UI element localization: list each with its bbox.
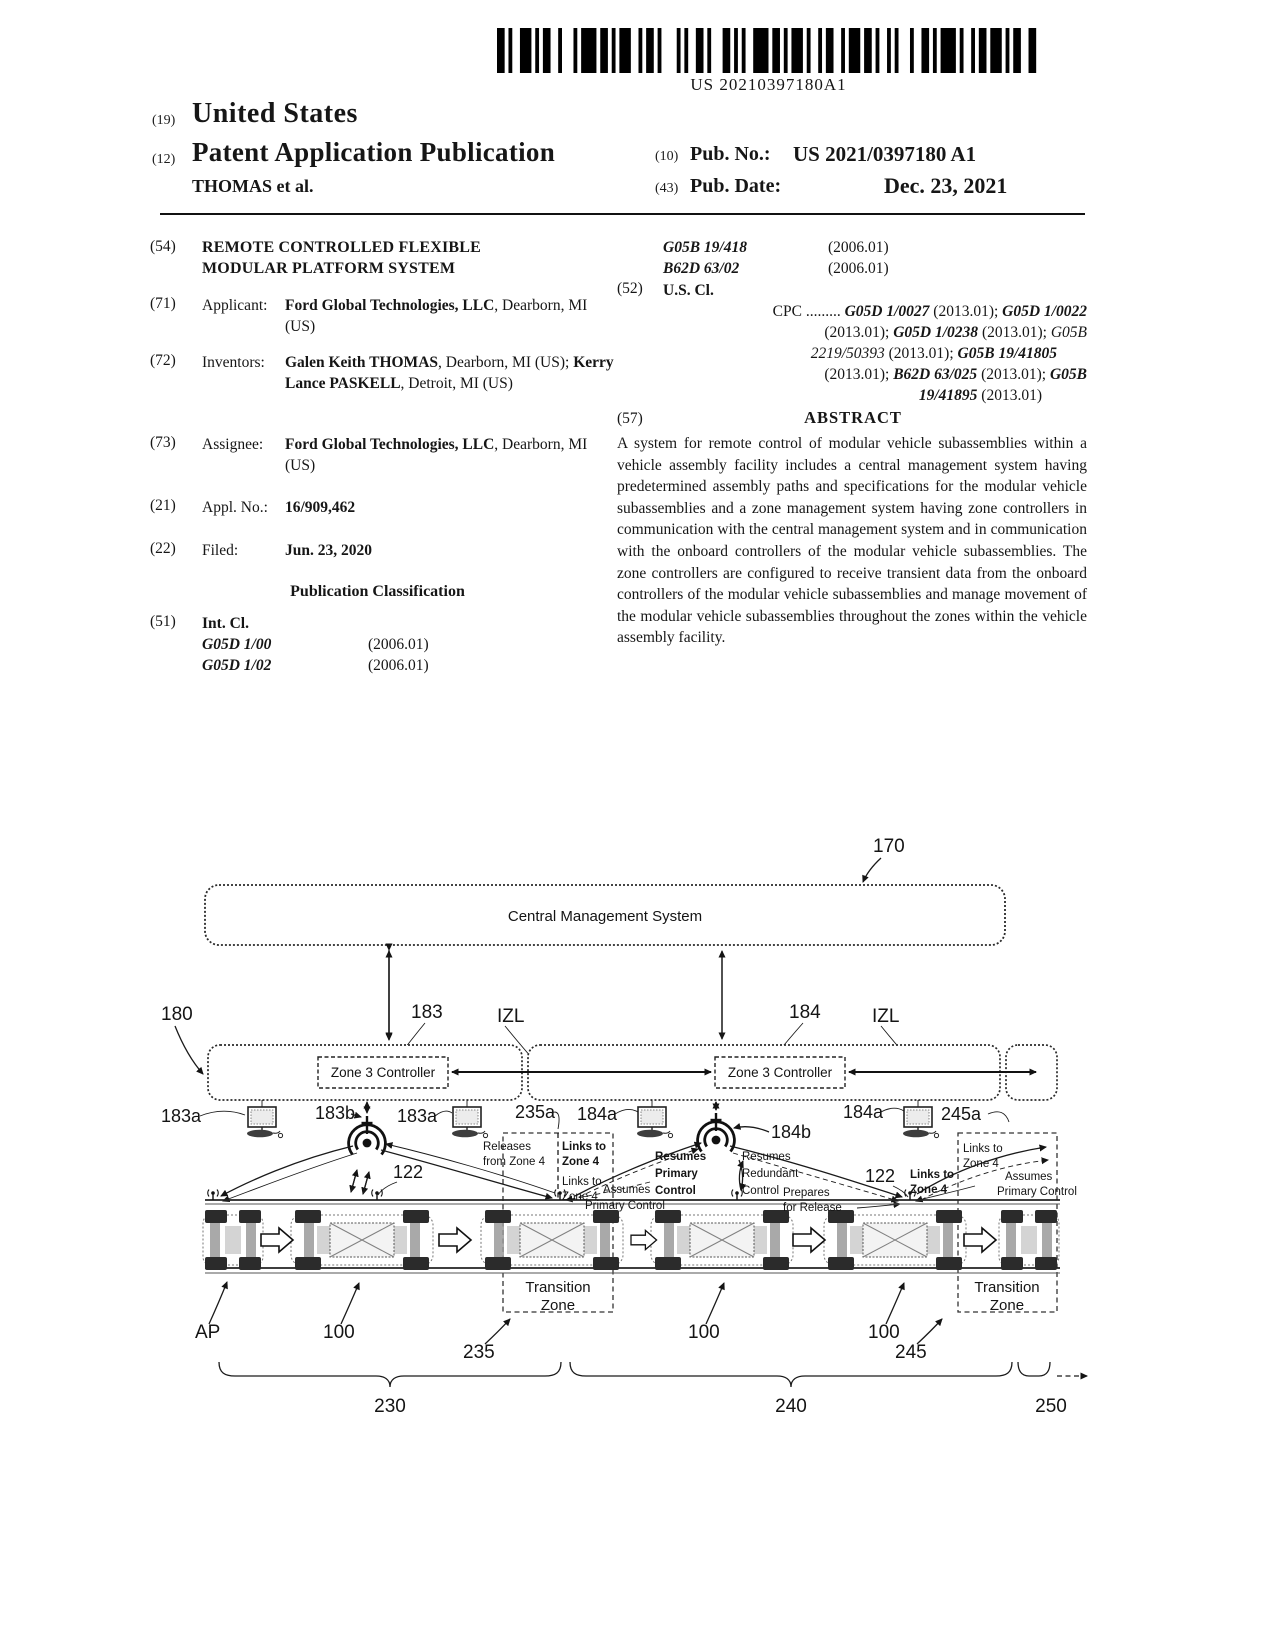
ref-122-2: 122: [865, 1166, 896, 1186]
ref-183b: 183b: [315, 1103, 356, 1123]
pub-no-value: US 2021/0397180 A1: [793, 142, 977, 166]
barcode-text: US 20210397180A1: [690, 75, 847, 94]
abstract-text: A system for remote control of modular vehicle subassemblies within a vehicle assembly facility includes a central management system having predetermined assembly paths and specifications for the modular vehicle subassemblies and a zone management system having zone controllers in communication with the central management system and in communication with the onboard controllers of the modular vehicle subassemblies. The zone controllers are configured to receive transient data from the onboard controllers of the modular vehicle subassemblies and manage movement of the modular vehicle subassemblies throughout the zones within the vehicle assembly facility.: [617, 435, 1087, 647]
pub-date-value: Dec. 23, 2021: [884, 173, 1008, 198]
ref-170: 170: [873, 836, 905, 857]
ref-240: 240: [775, 1396, 807, 1417]
abstract-heading: ABSTRACT: [804, 408, 902, 427]
pub-no-label: Pub. No.:: [690, 143, 771, 165]
zone-230-brace: [219, 1362, 561, 1387]
appl-no-num: (21): [150, 497, 176, 514]
inventors-value: Galen Keith THOMAS, Dearborn, MI (US); Kerry Lance PASKELL, Detroit, MI (US): [285, 354, 614, 392]
barcode: [497, 28, 1040, 73]
ref-184b: 184b: [771, 1122, 812, 1142]
pub-date-num: (43): [655, 181, 679, 196]
assignee-num: (73): [150, 434, 176, 451]
header-divider: [160, 213, 1085, 215]
inventors-num: (72): [150, 352, 176, 369]
zone3-controller-left-label: Zone 3 Controller: [330, 1065, 436, 1080]
ref-245: 245: [895, 1342, 927, 1363]
links-to-zone4-text: Links to: [562, 1176, 602, 1188]
links-to-zone4-text: Zone 4: [963, 1158, 999, 1170]
applicant-num: (71): [150, 295, 176, 312]
links-to-zone4-text: Zone 4: [562, 1191, 598, 1203]
filed-value: Jun. 23, 2020: [285, 542, 372, 559]
assumes-primary-control-text: Primary Control: [997, 1186, 1077, 1198]
publication-classification-heading: Publication Classification: [290, 583, 465, 600]
int-cl-version: (2006.01): [828, 239, 889, 256]
int-cl-code: G05D 1/02: [202, 657, 272, 674]
assumes-primary-control-text: Assumes: [603, 1184, 651, 1196]
resumes-primary-control-text: Resumes: [655, 1151, 707, 1163]
ref-184a-1: 184a: [577, 1104, 618, 1124]
appl-no-value: 16/909,462: [285, 499, 356, 516]
ref-250: 250: [1035, 1396, 1067, 1417]
central-management-system-label: Central Management System: [507, 908, 703, 925]
applicant-label: Applicant:: [202, 297, 268, 314]
ref-183a-1: 183a: [161, 1106, 202, 1126]
pub-date-label: Pub. Date:: [690, 175, 782, 197]
assignee-label: Assignee:: [202, 436, 264, 453]
transition-zone-label: Transition: [525, 1279, 591, 1296]
country-name: United States: [192, 98, 358, 129]
filed-num: (22): [150, 540, 176, 557]
cpc-line: 19/41895 (2013.01): [918, 387, 1042, 404]
ref-184a-2: 184a: [843, 1102, 884, 1122]
ref-245a: 245a: [941, 1104, 982, 1124]
int-cl-version: (2006.01): [368, 636, 429, 653]
country-code-num: (19): [152, 113, 176, 128]
ref-235: 235: [463, 1342, 495, 1363]
izl-label-1: IZL: [497, 1006, 525, 1027]
resumes-primary-control-text: Control: [655, 1185, 696, 1197]
transition-zone-label: Zone: [989, 1297, 1025, 1314]
figure-drawing: [145, 830, 1105, 1438]
abstract-num: (57): [617, 410, 643, 427]
ref-ap: AP: [195, 1322, 221, 1343]
ref-100-3: 100: [868, 1322, 900, 1343]
resumes-primary-control-text: Primary: [655, 1168, 698, 1180]
first-named-inventor: THOMAS et al.: [192, 176, 314, 196]
int-cl-code: G05D 1/00: [202, 636, 272, 653]
int-cl-code: G05B 19/418: [663, 239, 747, 256]
ref-184: 184: [789, 1002, 821, 1023]
transition-zone-label: Transition: [974, 1279, 1040, 1296]
invention-title: REMOTE CONTROLLED FLEXIBLE MODULAR PLATFORM SYSTEM: [202, 239, 482, 277]
title-num: (54): [150, 238, 176, 255]
zone-240-brace: [570, 1362, 1012, 1387]
kind-code-num: (12): [152, 152, 176, 167]
links-to-zone4-text: Links to: [963, 1143, 1003, 1155]
int-cl-version: (2006.01): [828, 260, 889, 277]
us-cl-label: U.S. Cl.: [663, 282, 714, 299]
releases-text: from Zone 4: [483, 1156, 545, 1168]
ref-230: 230: [374, 1396, 406, 1417]
int-cl-version: (2006.01): [368, 657, 429, 674]
inventors-label: Inventors:: [202, 354, 265, 371]
links-to-zone4-text: Zone 4: [562, 1156, 600, 1168]
ref-180: 180: [161, 1004, 193, 1025]
pub-no-num: (10): [655, 149, 679, 164]
filed-label: Filed:: [202, 542, 239, 559]
ref-183a-2: 183a: [397, 1106, 438, 1126]
ref-100-1: 100: [323, 1322, 355, 1343]
ref-100-2: 100: [688, 1322, 720, 1343]
links-to-zone4-text: Links to: [562, 1141, 607, 1153]
assumes-primary-control-text: Primary Control: [585, 1200, 665, 1212]
cpc-line: (2013.01); B62D 63/025 (2013.01); G05B: [824, 366, 1087, 383]
izl-label-2: IZL: [872, 1006, 900, 1027]
ref-235a: 235a: [515, 1102, 556, 1122]
links-to-zone4-text: Zone 4: [910, 1184, 948, 1196]
links-to-zone4-text: Links to: [910, 1169, 955, 1181]
int-cl-num: (51): [150, 613, 176, 630]
prepares-for-release-text: Prepares: [783, 1187, 830, 1199]
assumes-primary-control-text: Assumes: [1005, 1171, 1053, 1183]
applicant-value: Ford Global Technologies, LLC, Dearborn, MI (US): [285, 297, 588, 335]
cpc-line: (2013.01); G05D 1/0238 (2013.01); G05B: [824, 324, 1087, 341]
transition-zone-label: Zone: [540, 1297, 576, 1314]
resumes-redundant-control-text: Control: [742, 1185, 780, 1197]
cpc-line: 2219/50393 (2013.01); G05B 19/41805: [810, 345, 1057, 362]
resumes-redundant-control-text: Resumes: [742, 1151, 791, 1163]
cpc-line: CPC ......... G05D 1/0027 (2013.01); G05D 1/0022: [772, 303, 1087, 320]
ref-122-1: 122: [393, 1162, 424, 1182]
appl-no-label: Appl. No.:: [202, 499, 268, 516]
zone-250-brace: [1018, 1362, 1050, 1376]
ref-183: 183: [411, 1002, 443, 1023]
assignee-value: Ford Global Technologies, LLC, Dearborn, MI (US): [285, 436, 588, 474]
us-cl-num: (52): [617, 280, 643, 297]
prepares-for-release-text: for Release: [783, 1202, 842, 1214]
publication-kind: Patent Application Publication: [192, 137, 556, 167]
resumes-redundant-control-text: Redundant: [742, 1168, 799, 1180]
zone3-controller-right-label: Zone 3 Controller: [727, 1065, 833, 1080]
releases-text: Releases: [483, 1141, 531, 1153]
int-cl-label: Int. Cl.: [202, 615, 249, 632]
int-cl-code: B62D 63/02: [663, 260, 740, 277]
